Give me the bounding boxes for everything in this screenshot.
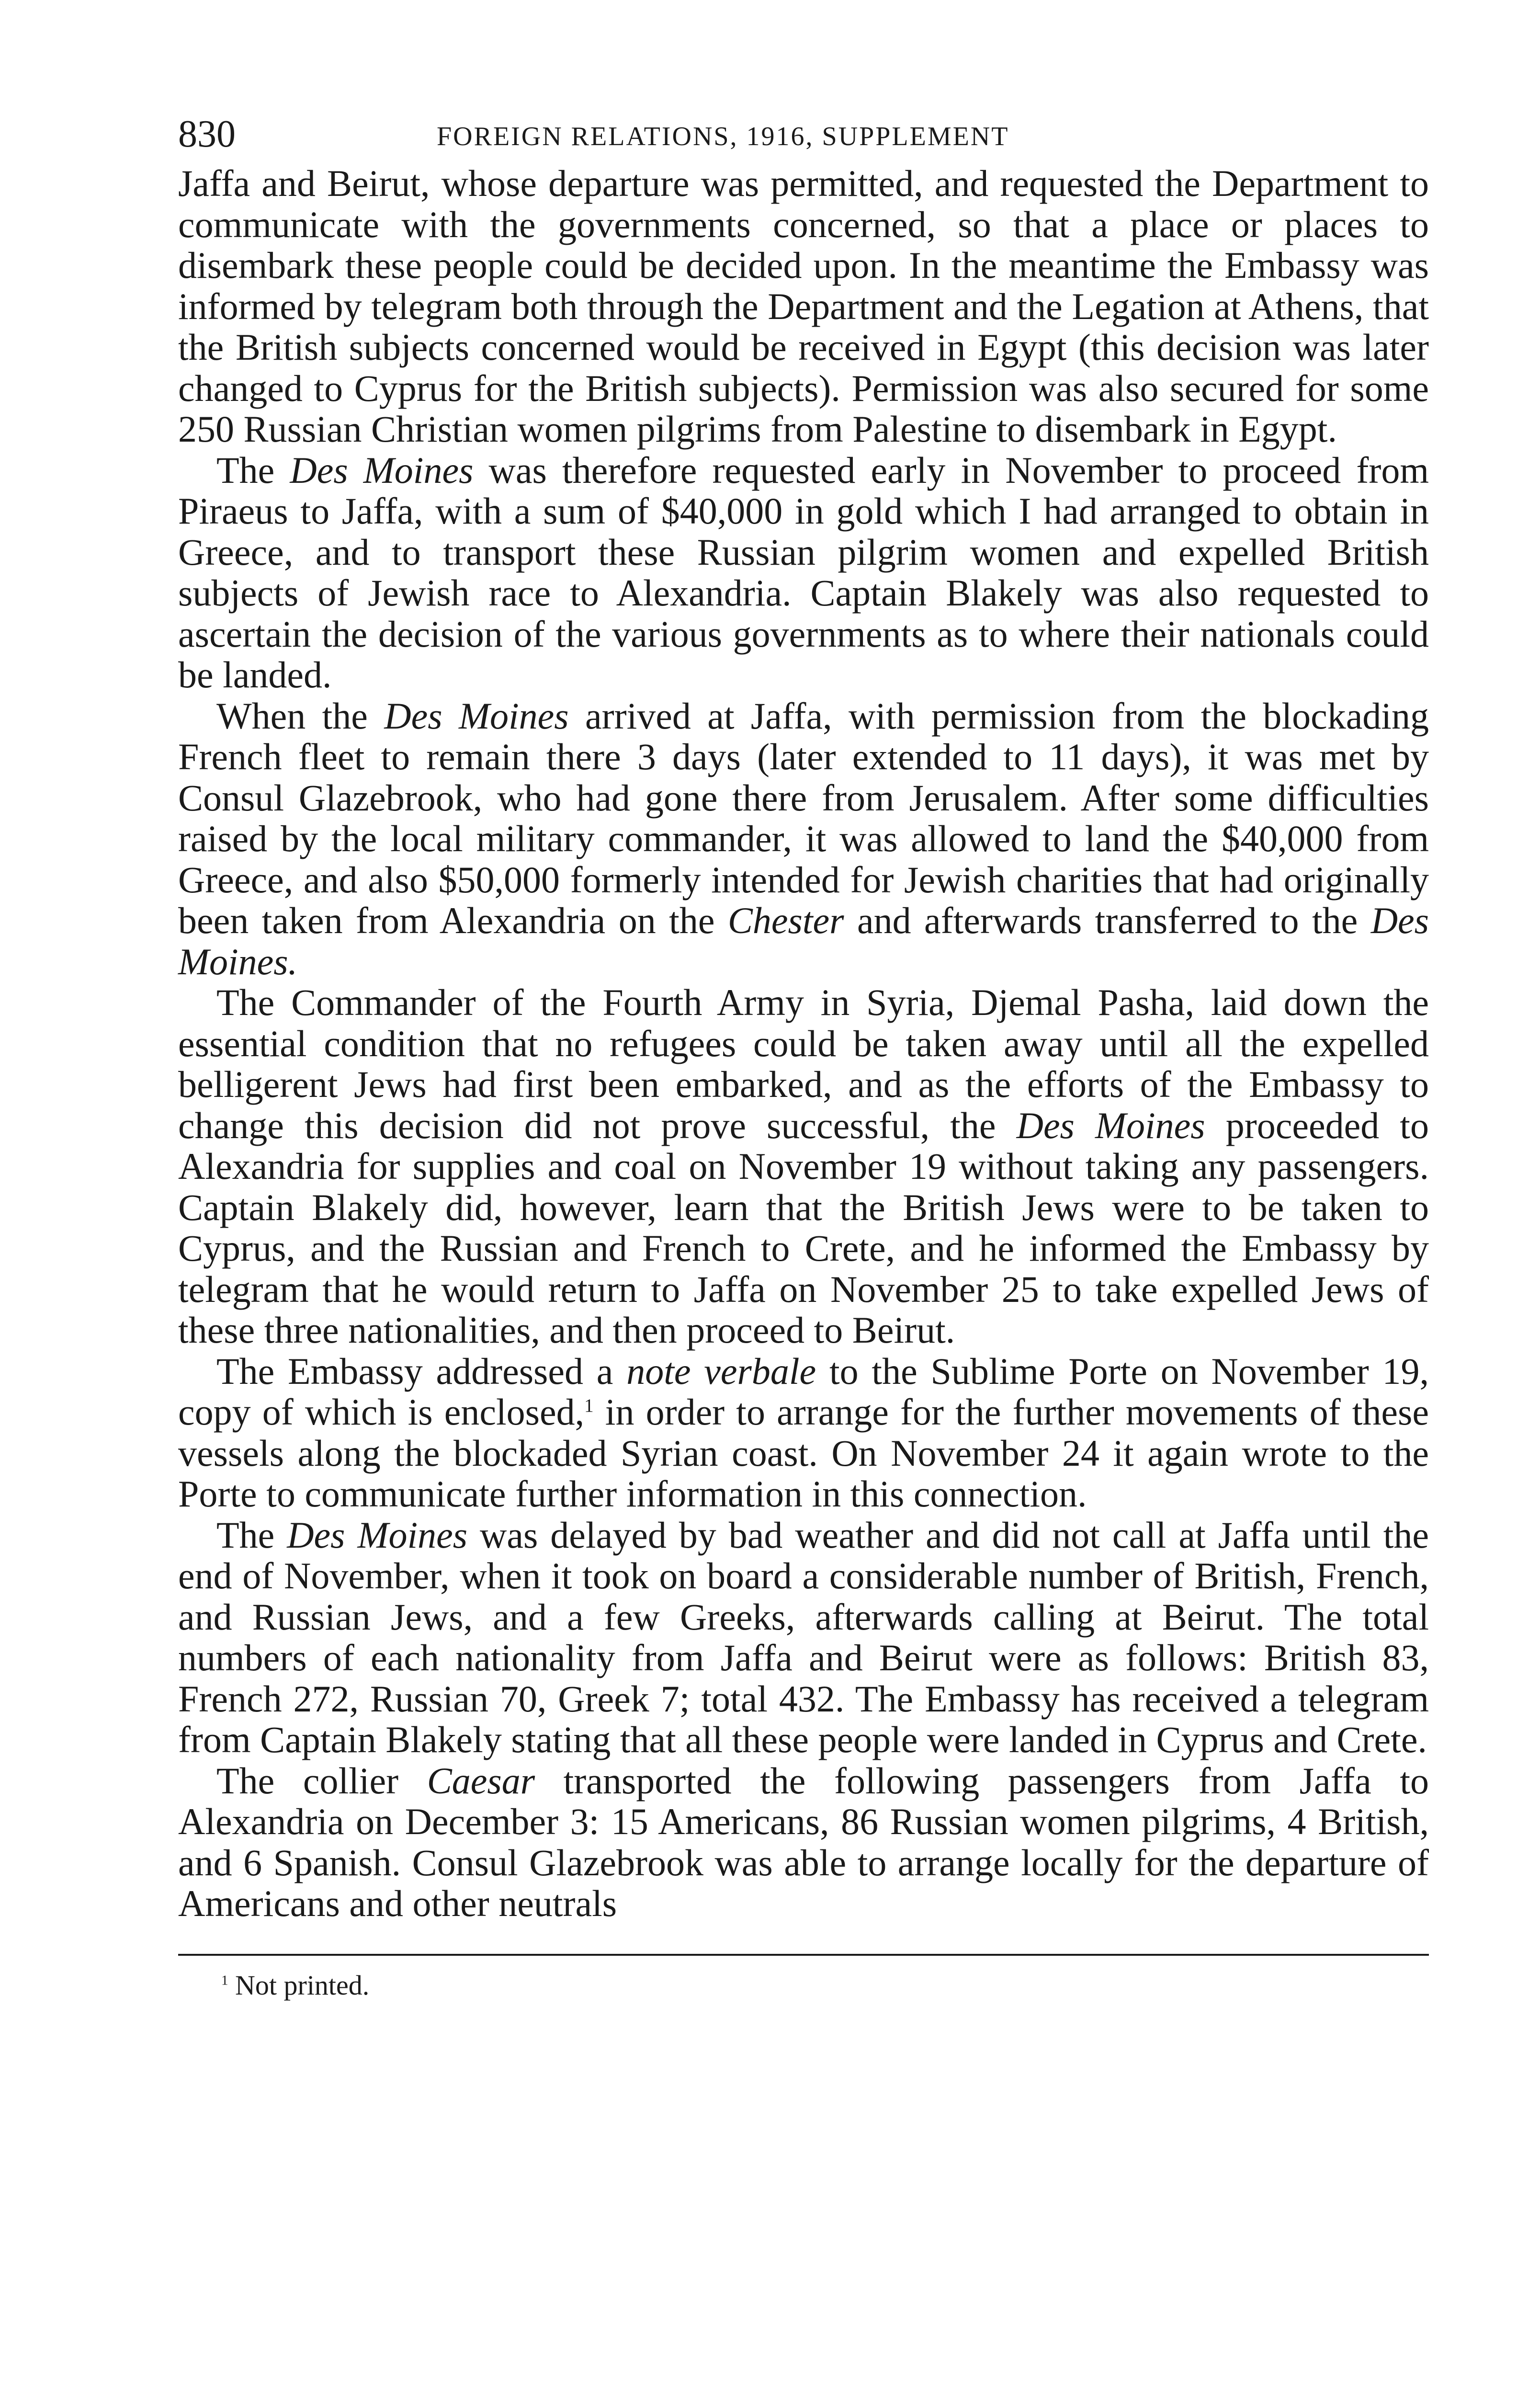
text-run: was therefore requested early in November to proceed from Piraeus to Jaffa, with a sum of $40,000 in gold which I had arranged to obtain in Greece, and to transport these Russian pilgrim women and expelled British subjects of Jewish race to Alexandria. Captain Blakely was also requested to ascertain the decision of the various governments as to where their nationals could be landed. [178,449,1429,696]
footnote [221,1966,1429,2005]
text-run: The [216,1514,287,1556]
italic-text: Des Moines. [178,900,1429,982]
italic-text: Chester [727,900,844,941]
text-run: transported the following passengers from Jaffa to Alexandria on December 3: 15 Americans, 86 Russian women pilgrims, 4 British, and 6 Spanish. Consul Glazebrook was able to arrange locally for the departure of Americans and other neutrals [178,1759,1429,1924]
body-text [178,163,1429,1924]
footnote-marker: 1 [221,1973,228,1988]
italic-text: Des Moines [1016,1104,1205,1146]
text-run: The Embassy addressed a [216,1350,627,1392]
paragraph-6 [178,1515,1429,1760]
page-header [178,110,1429,163]
paragraph-5 [178,1351,1429,1515]
text-run: The [216,449,290,491]
paragraph-1 [178,163,1429,450]
text-run: was delayed by bad weather and did not call at Jaffa until the end of November, when it took on board a considerable number of British, French, and Russian Jews, and a few Greeks, afterwards calling at Beirut. The total numbers of each nationality from Jaffa and Beirut were as follows: British 83, French 272, Russian 70, Greek 7; total 432. The Embassy has received a telegram from Captain Blakely stating that all these people were landed in Cyprus and Crete. [178,1514,1429,1760]
italic-text: Des Moines [290,449,474,491]
paragraph-2 [178,450,1429,696]
text-run: and afterwards transferred to the [844,900,1371,941]
italic-text: Des Moines [384,695,569,737]
italic-text: Caesar [427,1759,535,1802]
footnote-text: Not printed. [228,1969,370,2001]
italic-text: note verbale [626,1350,816,1392]
page-number: 830 [178,113,236,155]
running-head: FOREIGN RELATIONS, 1916, SUPPLEMENT [437,122,1009,151]
footnote-divider [178,1954,1429,1956]
paragraph-4 [178,982,1429,1351]
text-run: Jaffa and Beirut, whose departure was permitted, and requested the Department to communicate with the governments concerned, so that a place or places to disembark these people could be decided upon. In the meantime the Embassy was informed by telegram both through the Department and the Legation at Athens, that the British subjects concerned would be received in Egypt (this decision was later changed to Cyprus for the British subjects). Permission was also secured for some 250 Russian Christian women pilgrims from Palestine to disembark in Egypt. [178,162,1429,450]
italic-text: Des Moines [287,1514,468,1556]
text-run: The collier [216,1759,427,1802]
text-run: arrived at Jaffa, with permission from the blockading French fleet to remain there 3 days (later extended to 11 days), it was met by Consul Glazebrook, who had gone there from Jerusalem. After some difficulties raised by the local military commander, it was allowed to land the $40,000 from Greece, and also $50,000 formerly intended for Jewish charities that had originally been taken from Alexandria on the [178,695,1429,941]
text-run: to the Sublime Porte on November 19, copy of which is enclosed, [178,1350,1429,1433]
text-run: proceeded to Alexandria for supplies and coal on November 19 without taking any passengers. Captain Blakely did, however, learn that the British Jews were to be taken to Cyprus, and the Russian and French to Crete, and he informed the Embassy by telegram that he would return to Jaffa on November 25 to take expelled Jews of these three nationalities, and then proceed to Beirut. [178,1104,1429,1351]
paragraph-3 [178,696,1429,982]
paragraph-7 [178,1760,1429,1924]
text-run: in order to arrange for the further movements of these vessels along the blockaded Syrian coast. On November 24 it again wrote to the Porte to communicate further information in this connection. [178,1391,1429,1515]
text-run: When the [216,695,385,737]
document-page [178,110,1429,2005]
text-run: The Commander of the Fourth Army in Syria, Djemal Pasha, laid down the essential condition that no refugees could be taken away until all the expelled belligerent Jews had first been embarked, and as the efforts of the Embassy to change this decision did not prove successful, the [178,981,1429,1146]
footnote-reference: 1 [584,1395,594,1416]
